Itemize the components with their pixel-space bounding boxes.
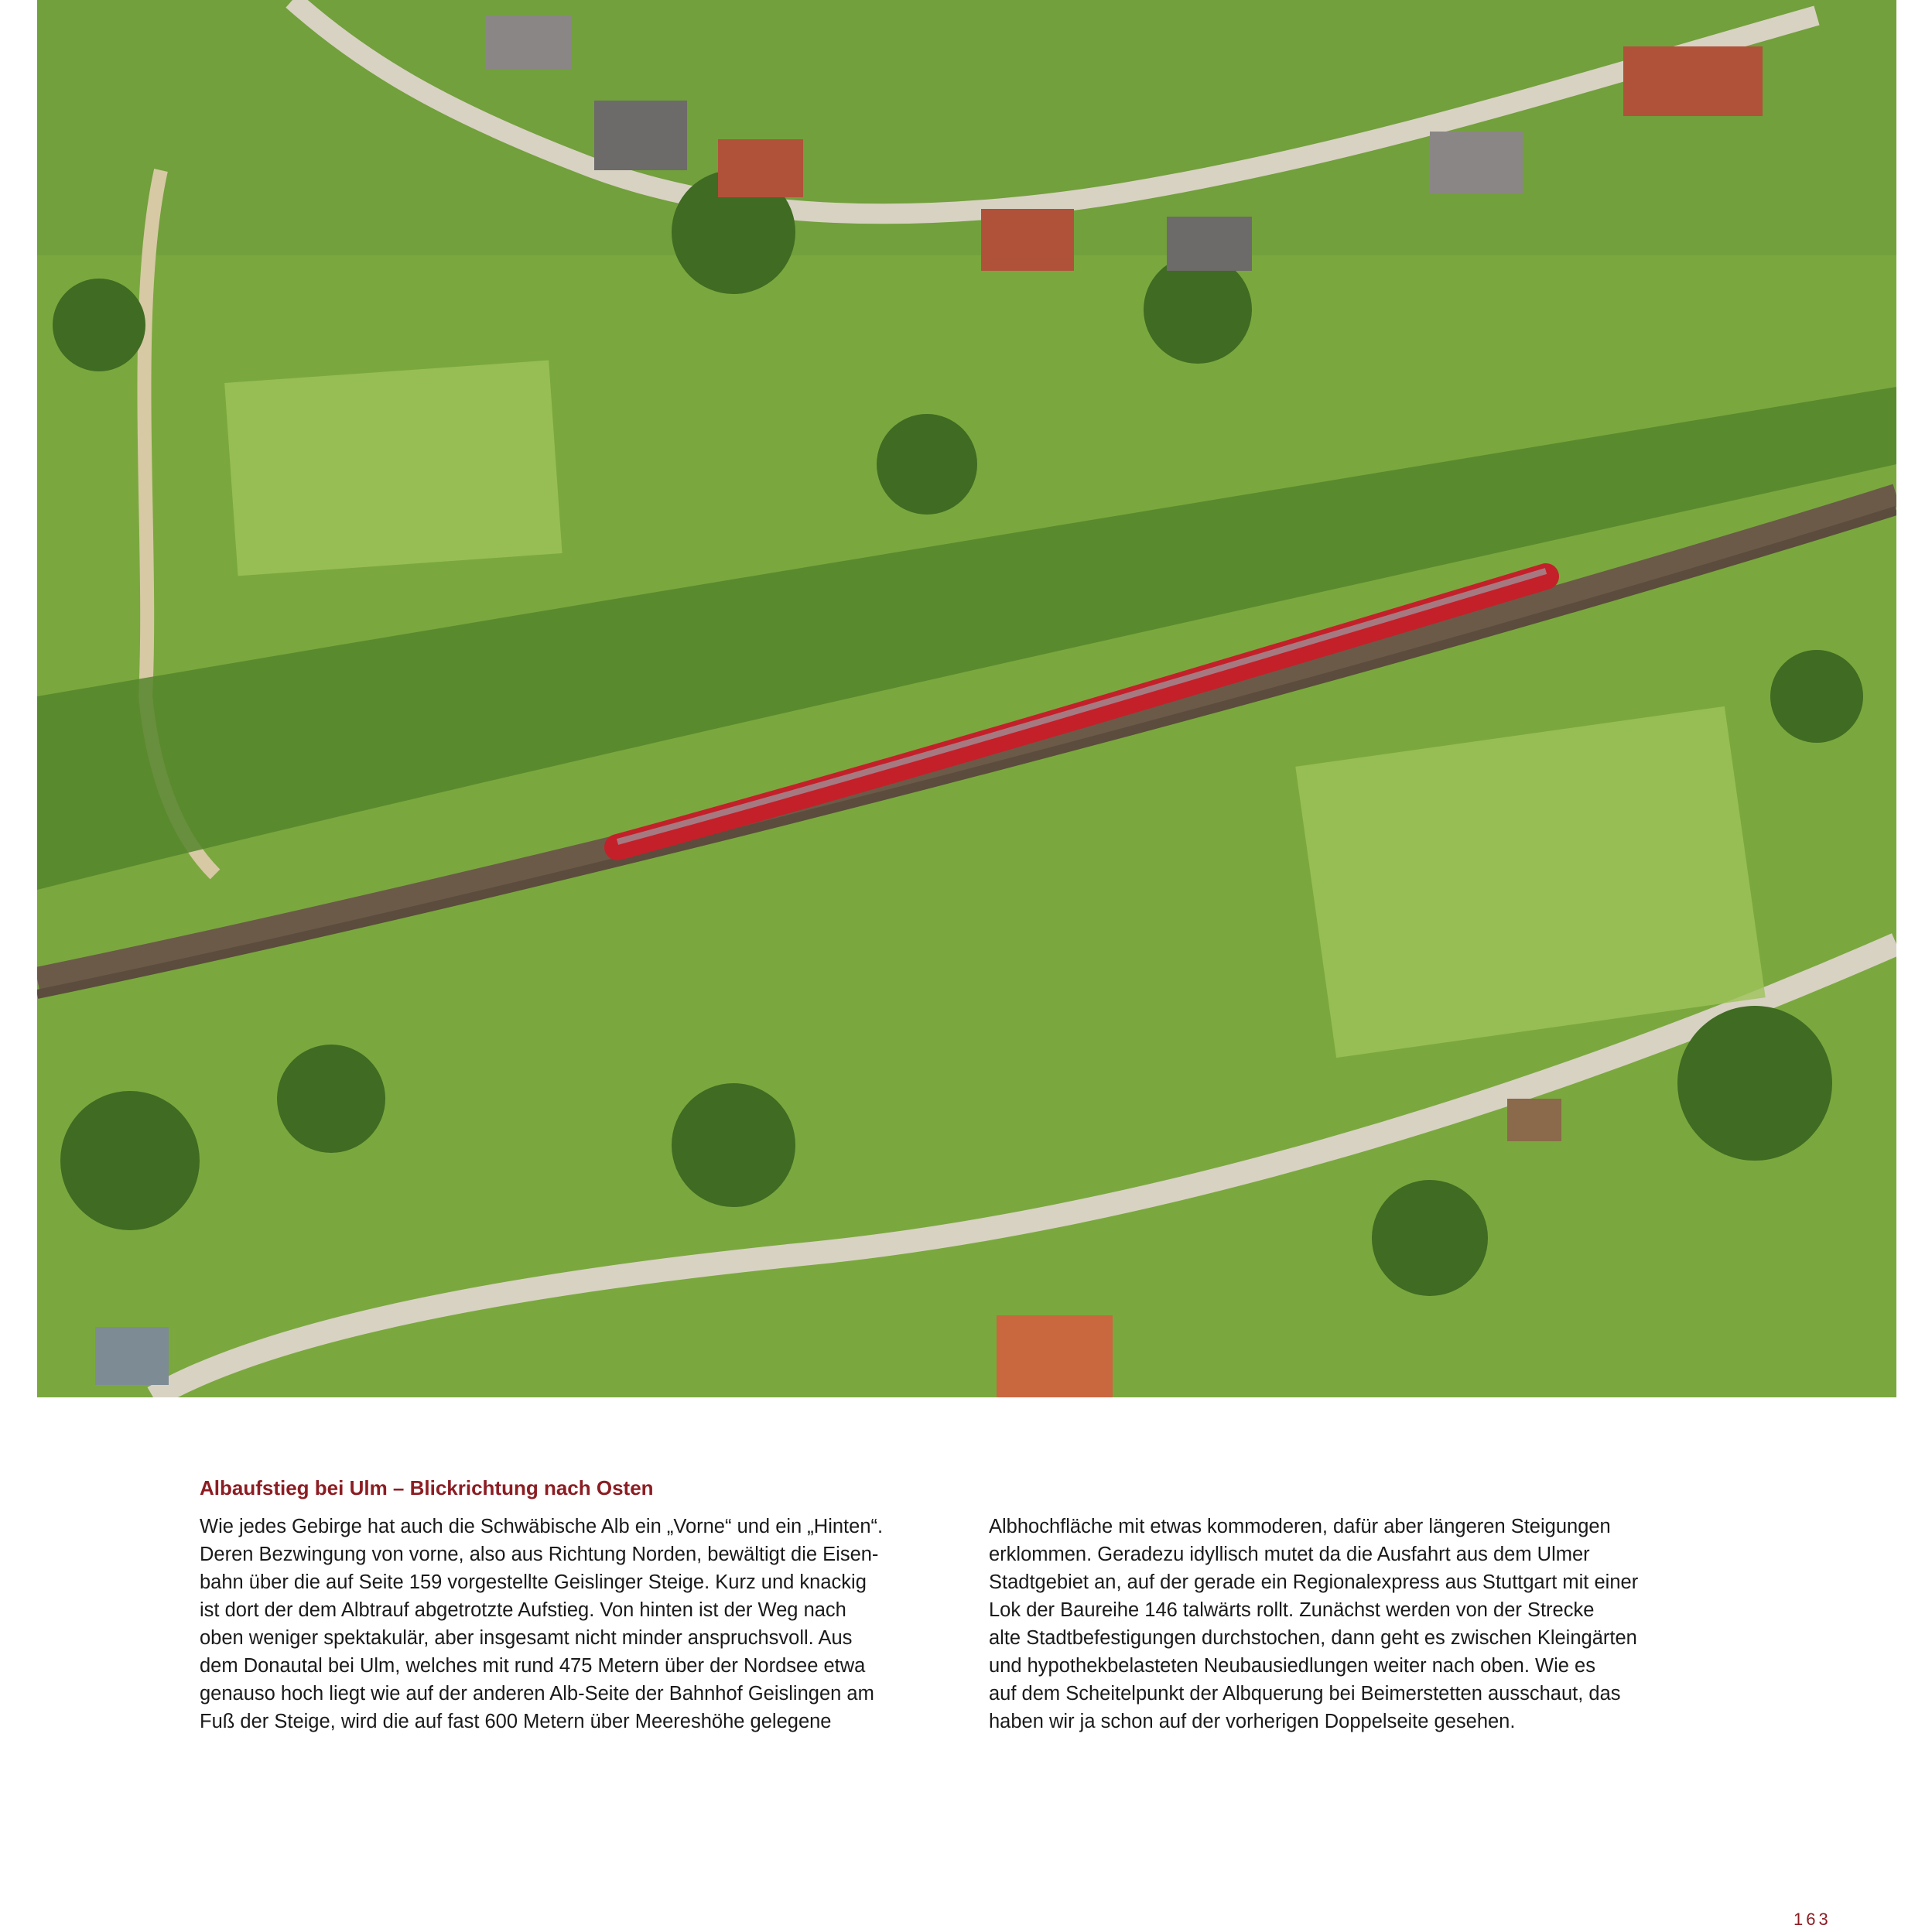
text-line: Wie jedes Gebirge hat auch die Schwäbische Alb ein „Vorne“ und ein „Hinten“. bbox=[200, 1516, 884, 1537]
body-text-right bbox=[989, 1513, 1716, 1735]
text-line: Albhochfläche mit etwas kommoderen, dafür aber längeren Steigungen bbox=[989, 1516, 1611, 1537]
text-line: ist dort der dem Albtrauf abgetrotzte Aufstieg. Von hinten ist der Weg nach bbox=[200, 1599, 846, 1621]
text-line: Stadtgebiet an, auf der gerade ein Regionalexpress aus Stuttgart mit einer bbox=[989, 1571, 1639, 1593]
text-line: auf dem Scheitelpunkt der Albquerung bei Beimerstetten ausschaut, das bbox=[989, 1683, 1621, 1705]
text-line: genauso hoch liegt wie auf der anderen Alb-Seite der Bahnhof Geislingen am bbox=[200, 1683, 874, 1705]
body-text-left bbox=[200, 1513, 927, 1735]
text-line: erklommen. Geradezu idyllisch mutet da die Ausfahrt aus dem Ulmer bbox=[989, 1544, 1590, 1565]
text-line: bahn über die auf Seite 159 vorgestellte Geislinger Steige. Kurz und knackig bbox=[200, 1571, 867, 1593]
text-line: Lok der Baureihe 146 talwärts rollt. Zunächst werden von der Strecke bbox=[989, 1599, 1595, 1621]
text-line: Deren Bezwingung von vorne, also aus Richtung Norden, bewältigt die Eisen- bbox=[200, 1544, 879, 1565]
text-line: haben wir ja schon auf der vorherigen Doppelseite gesehen. bbox=[989, 1711, 1516, 1732]
text-line: alte Stadtbefestigungen durchstochen, dann geht es zwischen Kleingärten bbox=[989, 1627, 1637, 1649]
aerial-photo-illustration bbox=[37, 0, 1896, 1397]
text-line: dem Donautal bei Ulm, welches mit rund 475 Metern über der Nordsee etwa bbox=[200, 1655, 866, 1677]
text-line: oben weniger spektakulär, aber insgesamt nicht minder anspruchsvoll. Aus bbox=[200, 1627, 853, 1649]
text-line: und hypothekbelasteten Neubausiedlungen weiter nach oben. Wie es bbox=[989, 1655, 1595, 1677]
caption-title: Albaufstieg bei Ulm – Blickrichtung nach Osten bbox=[200, 1476, 654, 1499]
text-line: Fuß der Steige, wird die auf fast 600 Metern über Meereshöhe gelegene bbox=[200, 1711, 832, 1732]
page-number: 163 bbox=[1794, 1910, 1831, 1929]
aerial-photo bbox=[37, 0, 1896, 1397]
